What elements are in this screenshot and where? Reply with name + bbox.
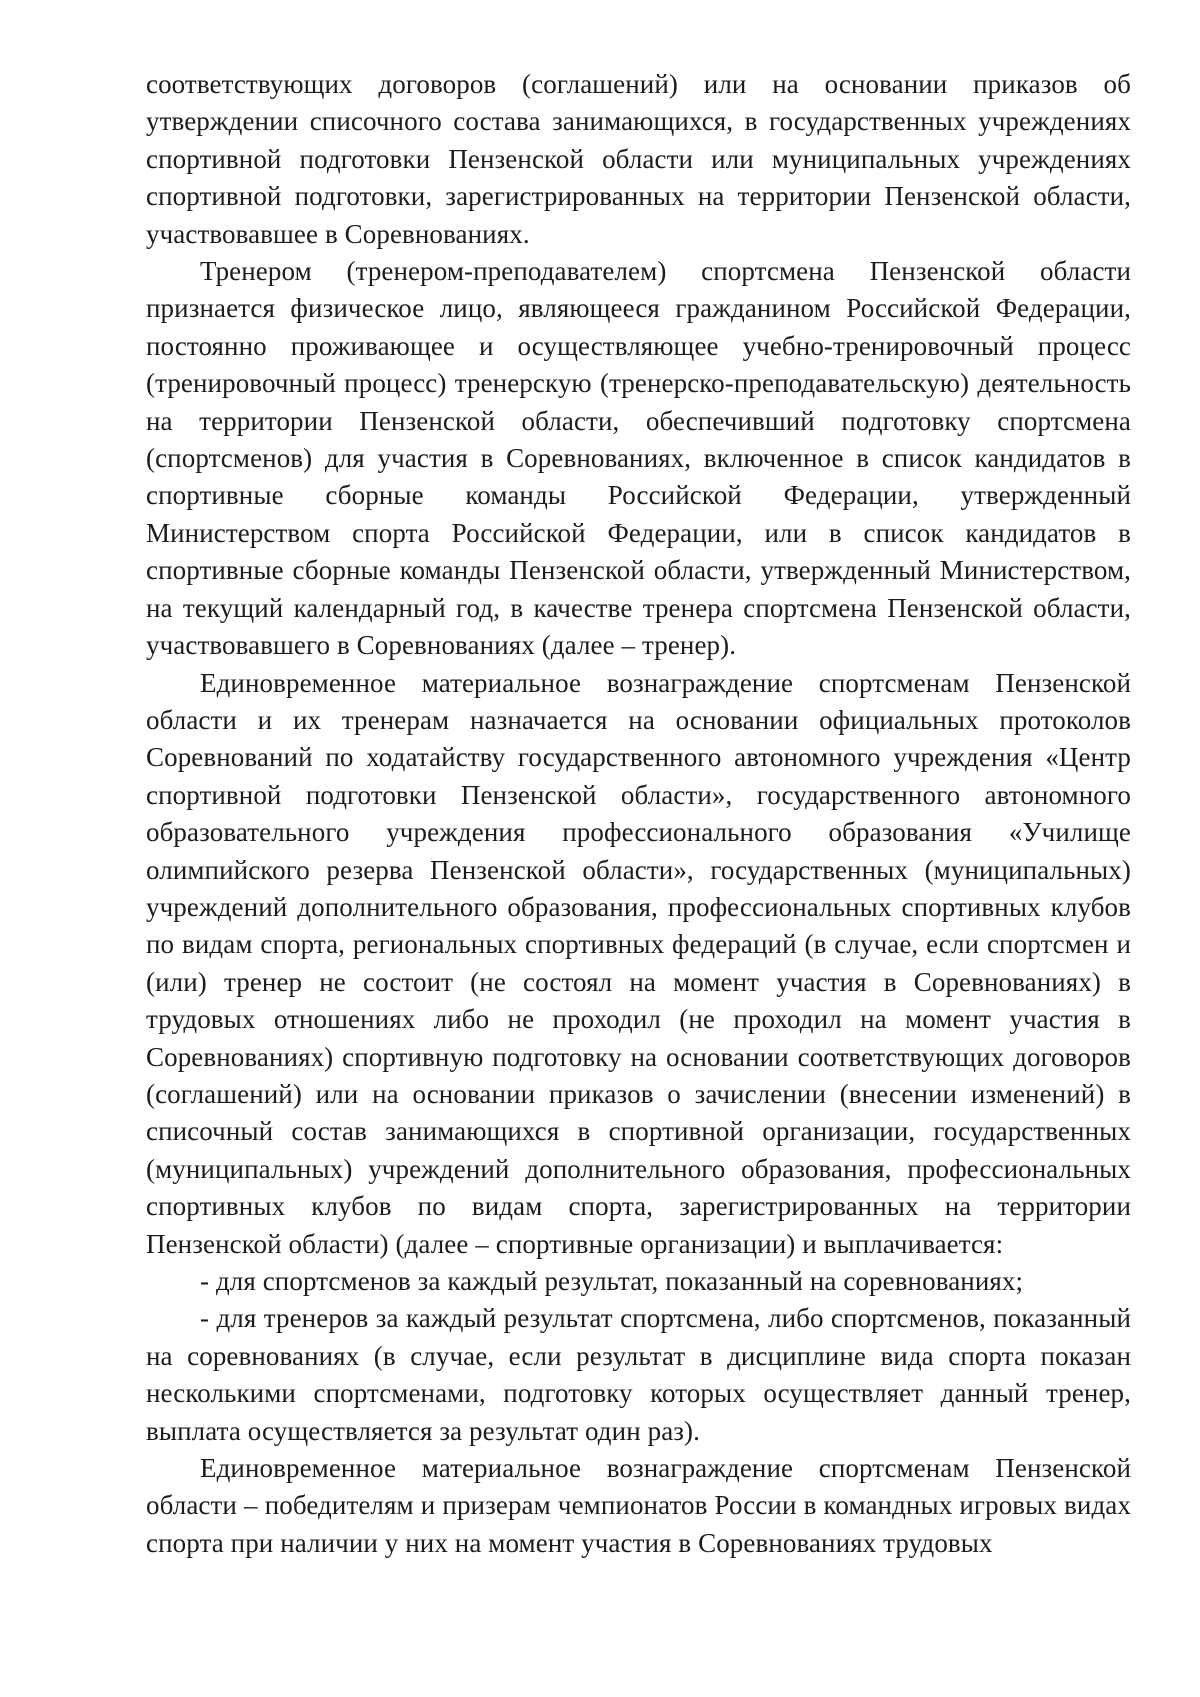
list-item-coaches: - для тренеров за каждый результат спортсмена, либо спортсменов, показанный на соревнованиях (в случае, если результат в дисциплине вида спорта показан несколькими спортсменами, подготовку которых осуществляет данный тренер, выплата осуществляется за результат один раз).: [146, 1303, 1131, 1446]
paragraph-team-sports: Единовременное материальное вознаграждение спортсменам Пензенской области – победителям и призерам чемпионатов России в командных игровых видах спорта при наличии у них на момент участия в Соревнованиях трудовых: [146, 1453, 1131, 1558]
paragraph-coach-definition: Тренером (тренером-преподавателем) спортсмена Пензенской области признается физическое лицо, являющееся гражданином Российской Федерации, постоянно проживающее и осуществляющее учебно-тренировочный процесс (тренировочный процесс) тренерскую (тренерско-преподавательскую) деятельность на территории Пензенской области, обеспечивший подготовку спортсмена (спортсменов) для участия в Соревнованиях, включенное в список кандидатов в спортивные сборные команды Российской Федерации, утвержденный Министерством спорта Российской Федерации, или в список кандидатов в спортивные сборные команды Пензенской области, утвержденный Министерством, на текущий календарный год, в качестве тренера спортсмена Пензенской области, участвовавшего в Соревнованиях (далее – тренер).: [146, 256, 1131, 661]
list-item-athletes: - для спортсменов за каждый результат, показанный на соревнованиях;: [200, 1266, 1024, 1296]
paragraph-continuation: соответствующих договоров (соглашений) или на основании приказов об утверждении списочного состава занимающихся, в государственных учреждениях спортивной подготовки Пензенской области или муниципальных учреждениях спортивной подготовки, зарегистрированных на территории Пензенской области, участвовавшее в Соревнованиях.: [146, 69, 1131, 249]
paragraph-reward-basis: Единовременное материальное вознаграждение спортсменам Пензенской области и их тренерам назначается на основании официальных протоколов Соревнований по ходатайству государственного автономного учреждения «Центр спортивной подготовки Пензенской области», государственного автономного образовательного учреждения профессионального образования «Училище олимпийского резерва Пензенской области», государственных (муниципальных) учреждений дополнительного образования, профессиональных спортивных клубов по видам спорта, региональных спортивных федераций (в случае, если спортсмен и (или) тренер не состоит (не состоял на момент участия в Соревнованиях) в трудовых отношениях либо не проходил (не проходил на момент участия в Соревнованиях) спортивную подготовку на основании соответствующих договоров (соглашений) или на основании приказов о зачислении (внесении изменений) в списочный состав занимающихся в спортивной организации, государственных (муниципальных) учреждений дополнительного образования, профессиональных спортивных клубов по видам спорта, зарегистрированных на территории Пензенской области) (далее – спортивные организации) и выплачивается:: [146, 667, 1131, 1259]
document-body: [146, 66, 1131, 1562]
